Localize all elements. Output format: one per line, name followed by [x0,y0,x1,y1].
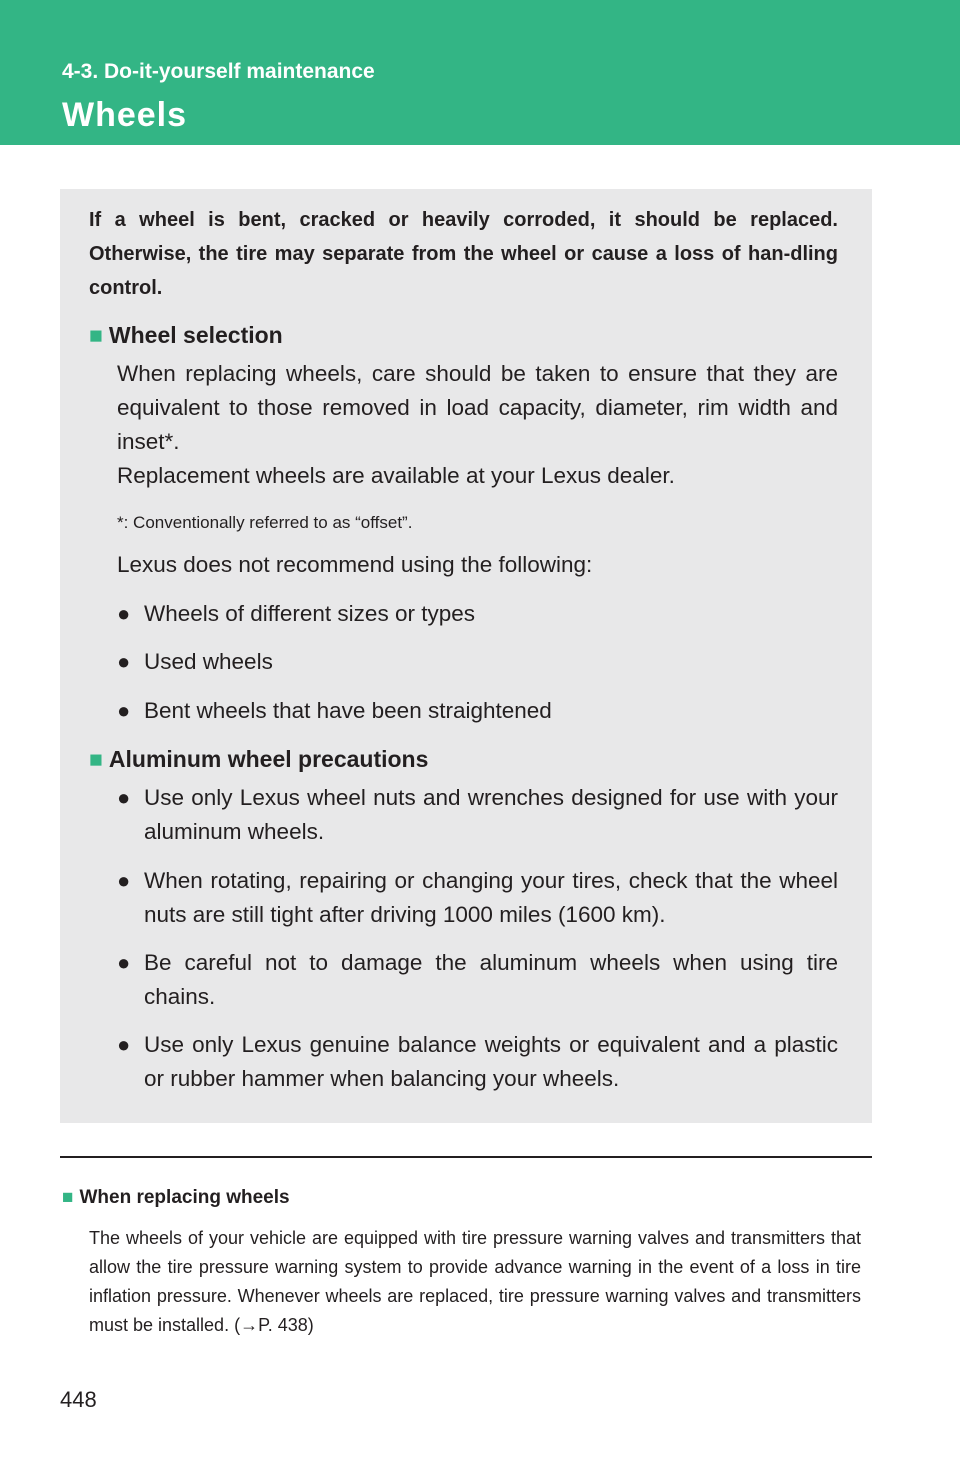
intro-paragraph: If a wheel is bent, cracked or heavily corroded, it should be replaced. Otherwise, the tire may separate from the wheel or cause a loss of han-dling control. [89,209,838,299]
aluminum-precautions-heading [89,744,428,774]
square-bullet-icon: ■ [89,322,103,348]
content-box [60,189,872,1123]
list-item: ● Wheels of different sizes or types [117,597,838,631]
list-item: ● Use only Lexus wheel nuts and wrenches designed for use with your aluminum wheels. [117,781,838,849]
wheel-selection-heading-text: Wheel selection [108,322,283,348]
wheel-selection-paragraph: When replacing wheels, care should be taken to ensure that they are equivalent to those removed in load capacity, diameter, rim width and inset*. [117,361,838,454]
note-body: The wheels of your vehicle are equipped with tire pressure warning valves and transmitters that allow the tire pressure warning system to provide advance warning in the event of a loss in tire inflation pressure. Whenever wheels are replaced, tire pressure warning valves and transmitters must be installed. (→P. 438) [89,1228,861,1335]
dealer-paragraph: Replacement wheels are available at your Lexus dealer. [117,463,675,488]
list-item: ● Use only Lexus genuine balance weights or equivalent and a plastic or rubber hammer when balancing your wheels. [117,1028,838,1096]
wheel-selection-heading [89,320,283,350]
section-label: 4-3. Do-it-yourself maintenance [62,60,375,83]
list-item: ● Be careful not to damage the aluminum wheels when using tire chains. [117,946,838,1014]
circle-bullet-icon: ● [117,698,131,723]
page-header [0,0,960,145]
page-number: 448 [60,1387,97,1412]
section-divider [60,1156,872,1158]
square-bullet-icon: ■ [62,1187,74,1208]
circle-bullet-icon: ● [117,950,131,975]
page-title: Wheels [62,96,188,134]
list-item: ● Bent wheels that have been straightened [117,694,838,728]
square-bullet-icon: ■ [89,746,103,772]
note-heading [62,1184,290,1212]
offset-footnote: *: Conventionally referred to as “offset”. [117,513,413,532]
note-heading-text: When replacing wheels [79,1187,290,1208]
circle-bullet-icon: ● [117,785,131,810]
list-item: ● Used wheels [117,645,838,679]
circle-bullet-icon: ● [117,601,131,626]
aluminum-precautions-heading-text: Aluminum wheel precautions [108,746,429,772]
circle-bullet-icon: ● [117,649,131,674]
circle-bullet-icon: ● [117,868,131,893]
not-recommended-lead: Lexus does not recommend using the following: [117,552,593,577]
circle-bullet-icon: ● [117,1032,131,1057]
list-item: ● When rotating, repairing or changing your tires, check that the wheel nuts are still tight after driving 1000 miles (1600 km). [117,864,838,932]
